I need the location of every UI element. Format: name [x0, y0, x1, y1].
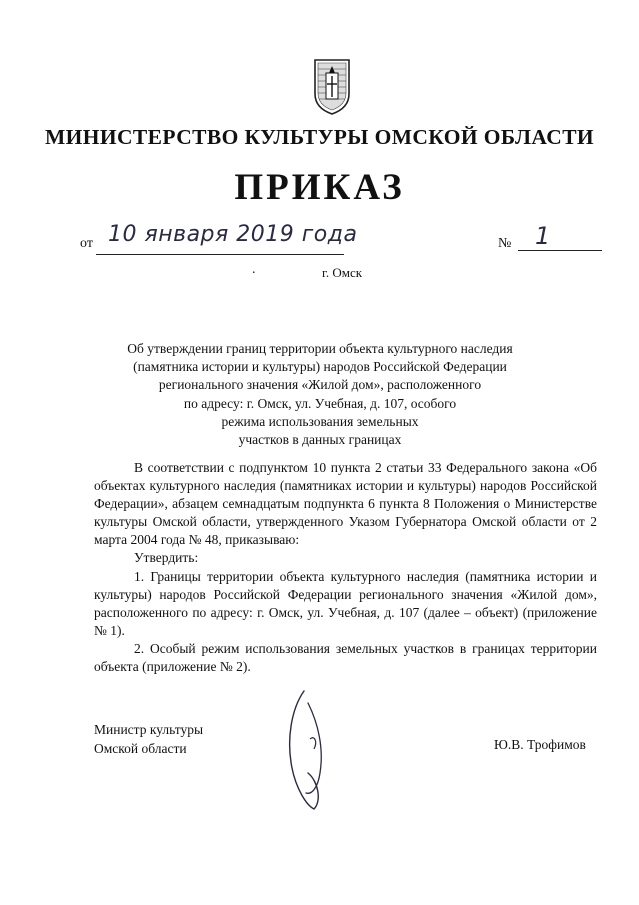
signer-position-line: Омской области	[94, 741, 187, 756]
order-title	[90, 340, 550, 449]
handwritten-date: 10 января 2019 года	[108, 222, 358, 247]
document-type-title: ПРИКАЗ	[234, 167, 405, 208]
approve-paragraph: Утвердить:	[134, 550, 199, 566]
handwritten-number: 1	[535, 222, 551, 250]
date-underline	[96, 254, 344, 255]
order-body	[94, 459, 597, 676]
city: г. Омск	[322, 265, 363, 280]
preamble-paragraph: В соответствии с подпунктом 10 пункта 2 статьи 33 Федерального закона «Об объектах культурного наследия (памятниках истории и культуры) народов Российской Федерации», абзацем семнадцатым подпункта 6 пункта 8 Положения о Министерстве культуры Омской области, утвержденного Указом Губернатора Омской области от 2 марта 2004 года № 48, приказываю:	[94, 460, 597, 548]
dot-mark: .	[252, 262, 256, 277]
date-prefix: от	[80, 236, 93, 251]
item-2-paragraph: 2. Особый режим использования земельных участков в границах территории объекта (приложение № 2).	[94, 640, 597, 675]
number-underline	[518, 250, 602, 251]
ministry-name: МИНИСТЕРСТВО КУЛЬТУРЫ ОМСКОЙ ОБЛАСТИ	[44, 125, 595, 149]
title-line: по адресу: г. Омск, ул. Учебная, д. 107, особого	[183, 395, 457, 411]
title-line: режима использования земельных	[221, 413, 419, 429]
handwritten-signature-icon	[284, 683, 344, 813]
signer-position-line: Министр культуры	[94, 722, 204, 737]
number-prefix: №	[498, 236, 512, 251]
title-line: участков в данных границах	[238, 432, 402, 448]
title-line: Об утверждении границ территории объекта культурного наследия	[127, 341, 513, 356]
title-line: (памятника истории и культуры) народов Российской Федерации	[133, 359, 507, 375]
omsk-coat-of-arms-icon	[309, 56, 355, 116]
signer-position	[94, 720, 203, 758]
title-line: регионального значения «Жилой дом», расположенного	[158, 377, 482, 393]
item-1-paragraph: 1. Границы территории объекта культурного наследия (памятника истории и культуры) народов Российской Федерации регионального значения «Жилой дом», расположенного по адресу: г. Омск, ул. Учебная, д. 107 (далее – объект) (приложение № 1).	[94, 568, 597, 638]
signer-name: Ю.В. Трофимов	[494, 737, 586, 752]
